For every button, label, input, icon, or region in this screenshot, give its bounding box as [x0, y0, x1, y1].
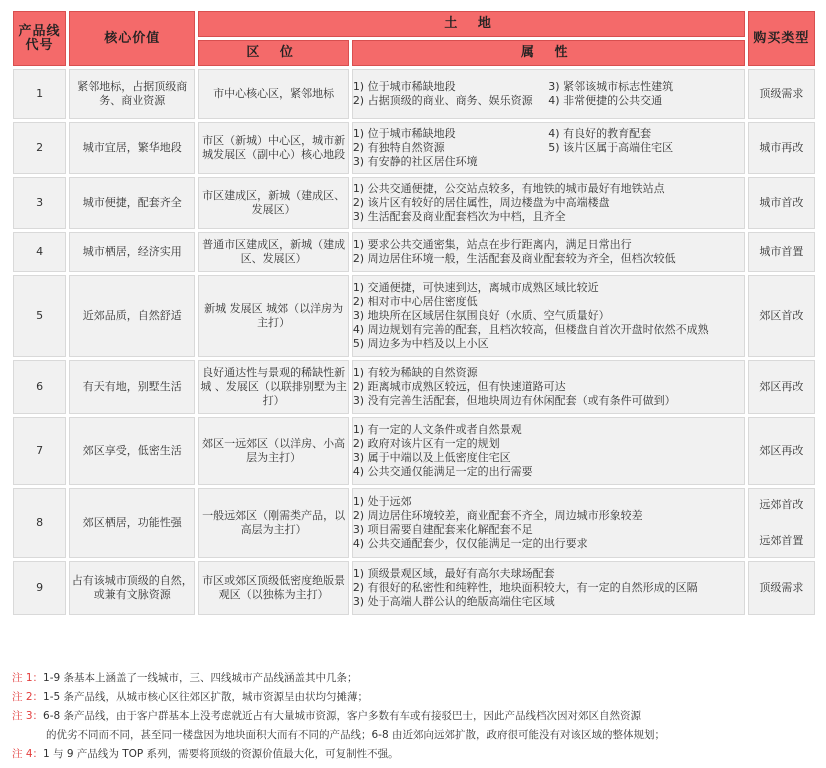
- row-purchase-type: 顶级需求: [748, 561, 815, 615]
- row-core-value: 城市宜居，繁华地段: [69, 122, 195, 174]
- row-code: 4: [13, 232, 66, 272]
- footnote-continuation: 的优劣不同而不同，甚至同一楼盘因为地块面积大而有不同的产品线；6-8 由近郊向远郊扩散，政府很可能没有对该区域的整体规划；: [46, 729, 665, 741]
- table-row: [13, 360, 815, 414]
- row-purchase-type: [748, 488, 815, 558]
- row-purchase-type: 郊区再改: [748, 360, 815, 414]
- row-core-value: 占有该城市顶级的自然，或兼有文脉资源: [69, 561, 195, 615]
- row-purchase-type: 城市首改: [748, 177, 815, 229]
- product-line-table: [10, 8, 818, 618]
- row-code: 1: [13, 69, 66, 119]
- footnote: [12, 745, 812, 764]
- attr-item: 1) 有较为稀缺的自然资源: [352, 366, 478, 379]
- attr-item: 1) 位于城市稀缺地段: [352, 80, 456, 93]
- row-attributes: [352, 122, 745, 174]
- footnote-label: 注 1：: [12, 672, 44, 684]
- attr-item: 4) 有良好的教育配套: [548, 127, 652, 140]
- attr-item: 2) 有很好的私密性和纯粹性，地块面积较大，有一定的自然形成的区隔: [352, 581, 698, 594]
- row-core-value: 郊区栖居，功能性强: [69, 488, 195, 558]
- row-location: 良好通达性与景观的稀缺性新城 、发展区（以联排别墅为主打）: [198, 360, 348, 414]
- row-purchase-type: 郊区再改: [748, 417, 815, 485]
- header-attribute: 属 性: [352, 40, 745, 66]
- attr-item: 1) 要求公共交通密集，站点在步行距离内，满足日常出行: [352, 238, 632, 251]
- attr-item: 2) 距离城市成熟区较远，但有快速道路可达: [352, 380, 566, 393]
- row-core-value: 近郊品质，自然舒适: [69, 275, 195, 357]
- row-location: 市区（新城）中心区，城市新城发展区（副中心）核心地段: [198, 122, 348, 174]
- row-attributes: [352, 275, 745, 357]
- row-core-value: 城市便捷，配套齐全: [69, 177, 195, 229]
- footnote-label: 注 4：: [12, 748, 44, 760]
- table-row: [13, 122, 815, 174]
- row-attributes: [352, 360, 745, 414]
- attr-item: 1) 公共交通便捷，公交站点较多，有地铁的城市最好有地铁站点: [352, 182, 665, 195]
- row-attributes: [352, 488, 745, 558]
- attr-item: 3) 项目需要自建配套来化解配套不足: [352, 523, 533, 536]
- row-purchase-type: 城市再改: [748, 122, 815, 174]
- header-land: 土 地: [198, 11, 744, 37]
- footnote-text: 1 与 9 产品线为 TOP 系列，需要将顶级的资源价值最大化，可复制性不强。: [43, 748, 399, 760]
- header-purchase-type: 购买类型: [748, 11, 815, 66]
- attr-item: 4) 非常便捷的公共交通: [548, 94, 663, 107]
- attr-item: 4) 公共交通配套少，仅仅能满足一定的出行要求: [352, 537, 588, 550]
- row-code: 6: [13, 360, 66, 414]
- row-location: 郊区一远郊区（以洋房、小高层为主打）: [198, 417, 348, 485]
- attr-item: 3) 地块所在区域居住氛围良好（水质、空气质量好）: [352, 309, 610, 322]
- row-purchase-type: 城市首置: [748, 232, 815, 272]
- row-location: 市区或郊区顶级低密度绝版景观区（以独栋为主打）: [198, 561, 348, 615]
- attr-item: 2) 占据顶级的商业、商务、娱乐资源: [352, 94, 533, 107]
- row-core-value: 城市栖居，经济实用: [69, 232, 195, 272]
- attr-item: 1) 顶级景观区域，最好有高尔夫球场配套: [352, 567, 555, 580]
- row-code: 3: [13, 177, 66, 229]
- footnote: [12, 669, 812, 688]
- table-row: [13, 488, 815, 558]
- attr-item: 2) 相对市中心居住密度低: [352, 295, 478, 308]
- row-location: 一般远郊区（刚需类产品，以高层为主打）: [198, 488, 348, 558]
- table-row: [13, 232, 815, 272]
- row-location: 市中心核心区，紧邻地标: [198, 69, 348, 119]
- row-purchase-type: 郊区首改: [748, 275, 815, 357]
- footnote-text: 6-8 条产品线，由于客户群基本上没考虑就近占有大量城市资源，客户多数有车或有接驳巴士，因此产品线档次因对郊区自然资源: [43, 710, 642, 722]
- table-row: [13, 69, 815, 119]
- attr-item: 3) 处于高端人群公认的绝版高端住宅区域: [352, 595, 555, 608]
- attr-item: 2) 周边居住环境较差，商业配套不齐全，周边城市形象较差: [352, 509, 643, 522]
- attr-item: 2) 政府对该片区有一定的规划: [352, 437, 500, 450]
- attr-item: 4) 公共交通仅能满足一定的出行需要: [352, 465, 533, 478]
- attr-item: 2) 周边居住环境一般，生活配套及商业配套较为齐全，但档次较低: [352, 252, 676, 265]
- purchase-type-item: 远郊首置: [759, 534, 804, 547]
- footnote: [12, 707, 812, 726]
- footnote-text: 1-5 条产品线，从城市核心区往郊区扩散，城市资源呈由状均匀摊薄；: [43, 691, 369, 703]
- table-row: [13, 561, 815, 615]
- row-location: 普通市区建成区，新城（建成区、发展区）: [198, 232, 348, 272]
- table-row: [13, 417, 815, 485]
- row-attributes: [352, 69, 745, 119]
- attr-item: 3) 有安静的社区居住环境: [352, 155, 478, 168]
- attr-item: 4) 周边规划有完善的配套，且档次较高，但楼盘自首次开盘时依然不成熟: [352, 323, 709, 336]
- footnote-text: 1-9 条基本上涵盖了一线城市，三、四线城市产品线涵盖其中几条；: [43, 672, 358, 684]
- row-code: 8: [13, 488, 66, 558]
- attr-item: 1) 处于远郊: [352, 495, 412, 508]
- footnotes: [12, 669, 812, 764]
- attr-item: 2) 该片区有较好的居住属性，周边楼盘为中高端楼盘: [352, 196, 610, 209]
- row-code: 2: [13, 122, 66, 174]
- footnote: [12, 688, 812, 707]
- footnote-label: 注 2：: [12, 691, 44, 703]
- row-core-value: 紧邻地标，占据顶级商务、商业资源: [69, 69, 195, 119]
- row-location: 新城 发展区 城郊（以洋房为主打）: [198, 275, 348, 357]
- purchase-type-item: 远郊首改: [759, 498, 804, 511]
- header-location: 区 位: [198, 40, 348, 66]
- table-row: [13, 275, 815, 357]
- row-location: 市区建成区，新城（建成区、发展区）: [198, 177, 348, 229]
- header-code: 产品线代号: [13, 11, 66, 66]
- row-attributes: [352, 232, 745, 272]
- table-row: [13, 177, 815, 229]
- row-attributes: [352, 561, 745, 615]
- row-code: 7: [13, 417, 66, 485]
- attr-item: 1) 位于城市稀缺地段: [352, 127, 456, 140]
- attr-item: 3) 生活配套及商业配套档次为中档，且齐全: [352, 210, 566, 223]
- row-code: 5: [13, 275, 66, 357]
- attr-item: 2) 有独特自然资源: [352, 141, 445, 154]
- attr-item: 5) 该片区属于高端住宅区: [548, 141, 674, 154]
- header-core-value: 核心价值: [69, 11, 195, 66]
- row-purchase-type: 顶级需求: [748, 69, 815, 119]
- attr-item: 1) 有一定的人文条件或者自然景观: [352, 423, 522, 436]
- row-attributes: [352, 417, 745, 485]
- row-attributes: [352, 177, 745, 229]
- attr-item: 3) 属于中端以及上低密度住宅区: [352, 451, 511, 464]
- row-code: 9: [13, 561, 66, 615]
- attr-item: 3) 没有完善生活配套，但地块周边有休闲配套（或有条件可做到）: [352, 394, 676, 407]
- attr-item: 3) 紧邻该城市标志性建筑: [548, 80, 674, 93]
- attr-item: 1) 交通便捷，可快速到达，离城市成熟区域比较近: [352, 281, 599, 294]
- row-core-value: 郊区享受，低密生活: [69, 417, 195, 485]
- attr-item: 5) 周边多为中档及以上小区: [352, 337, 489, 350]
- row-core-value: 有天有地，别墅生活: [69, 360, 195, 414]
- footnote-label: 注 3：: [12, 710, 44, 722]
